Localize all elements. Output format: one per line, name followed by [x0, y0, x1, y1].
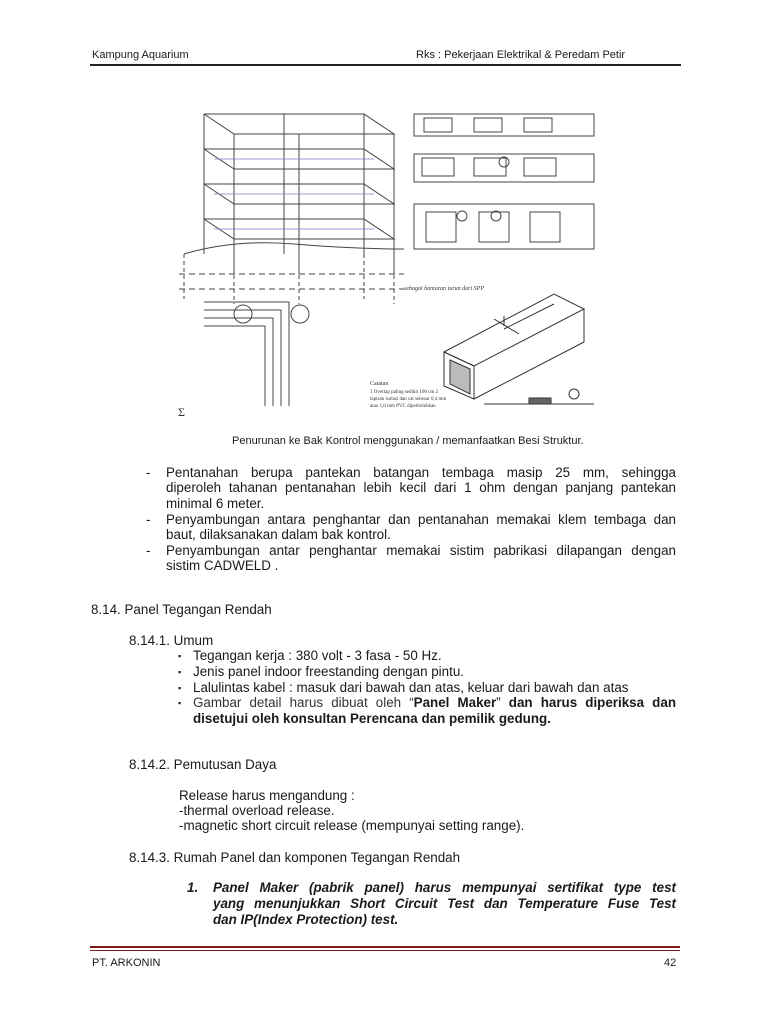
- header-section: Rks : Pekerjaan Elektrikal & Peredam Petir: [416, 49, 626, 61]
- umum-item-4-line-1: [193, 695, 676, 711]
- figure-note-line3: atau 1,0 mm PVC diperbolehkan: [370, 404, 436, 409]
- subsection-rumah-title: 8.14.3. Rumah Panel dan komponen Tegangan Rendah: [129, 850, 461, 865]
- subsection-umum-title: 8.14.1. Umum: [129, 633, 214, 648]
- umum-item-4-bold: dan harus diperiksa dan: [508, 695, 676, 710]
- umum-item-2: Jenis panel indoor freestanding dengan pintu.: [193, 664, 464, 679]
- square-bullet: ▪: [178, 667, 182, 677]
- header-project: Kampung Aquarium: [92, 49, 189, 61]
- bullet-1-line-2: diperoleh tahanan pentanahan lebih kecil dari 1 ohm dengan panjang pantekan: [166, 480, 676, 495]
- figure-note-catatan: Catatan: [370, 381, 389, 387]
- footer-rule: [90, 946, 680, 948]
- square-bullet: ▪: [178, 651, 182, 661]
- subsection-pemutusan-title: 8.14.2. Pemutusan Daya: [129, 757, 277, 772]
- square-bullet: ▪: [178, 698, 182, 708]
- rumah-line-1: Panel Maker (pabrik panel) harus mempunyai sertifikat type test: [213, 880, 676, 895]
- figure-note-line2: lapisan isolasi dan cat sebesar 0,4 mm: [370, 397, 447, 402]
- figure-note-line1: 1 Overlap paling sedikit 100 cm 2: [370, 390, 439, 395]
- footer-rule-thin: [90, 950, 680, 951]
- umum-item-1: Tegangan kerja : 380 volt - 3 fasa - 50 Hz.: [193, 648, 442, 663]
- svg-text:Ʃ: Ʃ: [178, 405, 185, 419]
- square-bullet: ▪: [178, 683, 182, 693]
- bullet-1-line-1: Pentanahan berupa pantekan batangan tembaga masip 25 mm, sehingga: [166, 465, 676, 480]
- bullet-3-line-2: sistim CADWELD .: [166, 558, 279, 573]
- rumah-line-2: yang menunjukkan Short Circuit Test dan Temperature Fuse Test: [213, 896, 676, 911]
- bullet-dash: -: [146, 512, 151, 527]
- rumah-item-number: 1.: [187, 880, 199, 895]
- page-number: 42: [664, 957, 677, 969]
- pemutusan-line-1: -thermal overload release.: [179, 803, 335, 818]
- umum-item-4-panel-maker: Panel Maker: [413, 695, 497, 710]
- bullet-dash: -: [146, 543, 151, 558]
- umum-item-4-line-2: disetujui oleh konsultan Perencana dan pemilik gedung.: [193, 711, 551, 726]
- rumah-line-3: dan IP(Index Protection) test.: [213, 912, 399, 927]
- umum-item-4-pre: Gambar detail harus dibuat oleh “: [193, 695, 414, 710]
- bullet-dash: -: [146, 465, 151, 480]
- bullet-2-line-2: baut, dilaksanakan dalam bak kontrol.: [166, 527, 391, 542]
- footer-company: PT. ARKONIN: [92, 957, 161, 969]
- umum-item-4-mid: ”: [496, 695, 509, 710]
- pemutusan-intro: Release harus mengandung :: [179, 788, 355, 803]
- grounding-figure: [174, 104, 597, 422]
- bullet-2-line-1: Penyambungan antara penghantar dan pentanahan memakai klem tembaga dan: [166, 512, 676, 527]
- bullet-1-line-3: minimal 6 meter.: [166, 496, 265, 511]
- bullet-3-line-1: Penyambungan antar penghantar memakai sistim pabrikasi dilapangan dengan: [166, 543, 676, 558]
- pemutusan-line-2: -magnetic short circuit release (mempunyai setting range).: [179, 818, 525, 833]
- section-title: 8.14. Panel Tegangan Rendah: [91, 602, 272, 617]
- header-rule: [90, 64, 681, 66]
- umum-item-3: Lalulintas kabel : masuk dari bawah dan atas, keluar dari bawah dan atas: [193, 680, 629, 695]
- figure-caption: Penurunan ke Bak Kontrol menggunakan / memanfaatkan Besi Struktur.: [232, 435, 584, 447]
- figure-note-title: sebagai hantaran turun dari SPP: [404, 286, 485, 292]
